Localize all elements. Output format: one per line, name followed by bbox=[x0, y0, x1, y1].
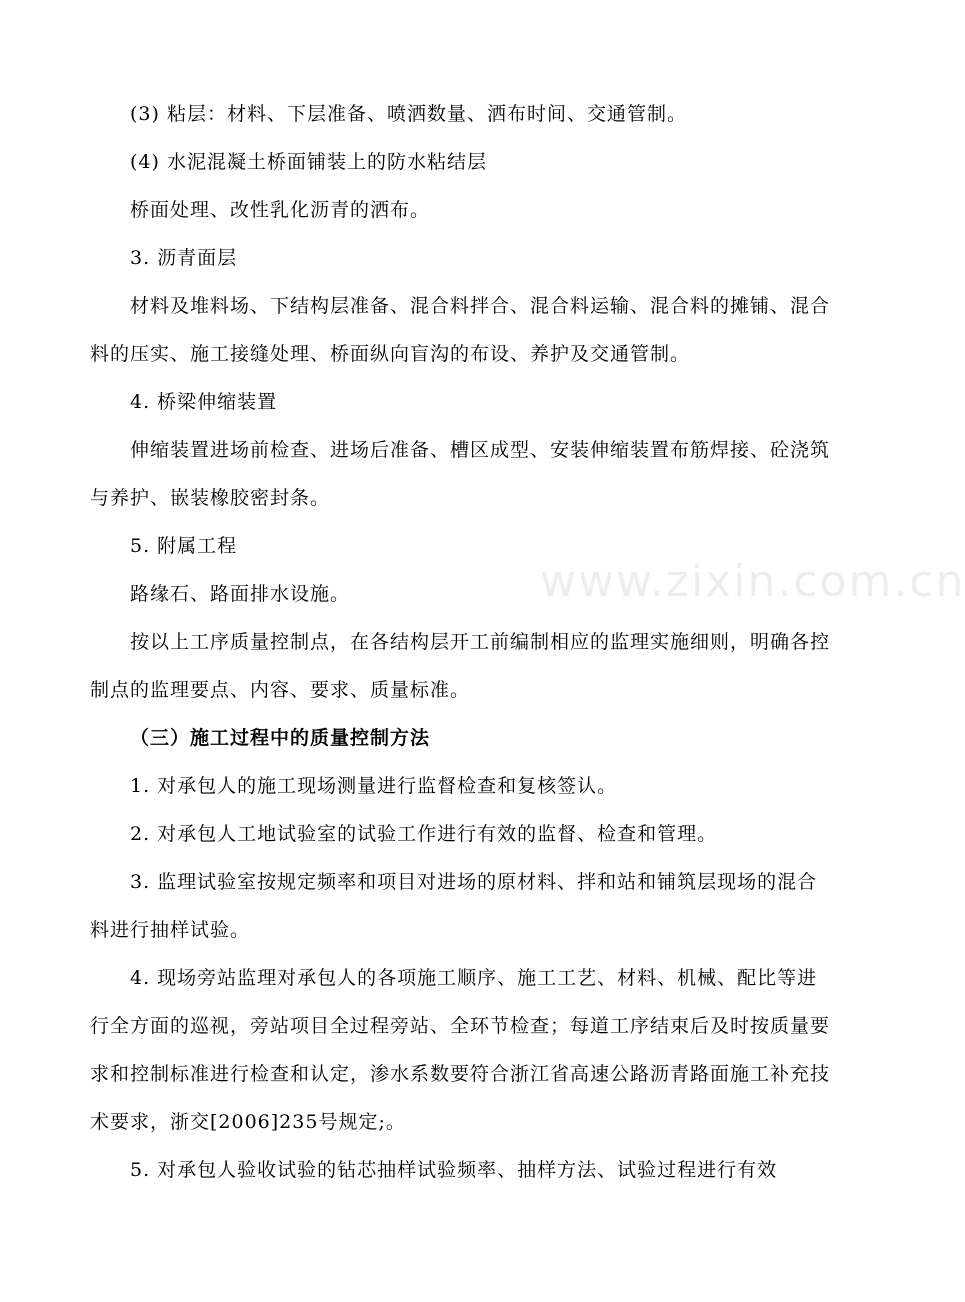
paragraph-expansion-joint-heading: 4. 桥梁伸缩装置 bbox=[130, 391, 278, 413]
paragraph-deck-treatment: 桥面处理、改性乳化沥青的洒布。 bbox=[130, 199, 431, 221]
watermark: www.zixin.com.cn bbox=[540, 556, 965, 607]
paragraph-method-1: 1. 对承包人的施工现场测量进行监督检查和复核签认。 bbox=[130, 775, 618, 797]
paragraph-ancillary-works-items: 路缘石、路面排水设施。 bbox=[130, 583, 351, 605]
paragraph-asphalt-surface-heading: 3. 沥青面层 bbox=[130, 247, 238, 269]
paragraph-method-4: 4. 现场旁站监理对承包人的各项施工顺序、施工工艺、材料、机械、配比等进行全方面的巡视，旁站项目全过程旁站、全环节检查；每道工序结束后及时按质量要求和控制标准进行检查和认定，渗水系数要符合浙江省高速公路沥青路面施工补充技术要求，浙交[2006]235号规定;。 bbox=[90, 967, 831, 1133]
paragraph-ancillary-works-heading: 5. 附属工程 bbox=[130, 535, 238, 557]
paragraph-control-points-summary: 按以上工序质量控制点，在各结构层开工前编制相应的监理实施细则，明确各控制点的监理要点、内容、要求、质量标准。 bbox=[90, 631, 831, 701]
paragraph-waterproof-layer-heading: (4) 水泥混凝土桥面铺装上的防水粘结层 bbox=[130, 151, 487, 173]
paragraph-asphalt-surface-items: 材料及堆料场、下结构层准备、混合料拌合、混合料运输、混合料的摊铺、混合料的压实、施工接缝处理、桥面纵向盲沟的布设、养护及交通管制。 bbox=[90, 295, 831, 365]
paragraph-method-5: 5. 对承包人验收试验的钻芯抽样试验频率、抽样方法、试验过程进行有效 bbox=[130, 1159, 778, 1181]
document-body bbox=[90, 90, 834, 1194]
paragraph-expansion-joint-items: 伸缩装置进场前检查、进场后准备、槽区成型、安装伸缩装置布筋焊接、砼浇筑与养护、嵌装橡胶密封条。 bbox=[90, 439, 831, 509]
section-heading-quality-control-methods: （三）施工过程中的质量控制方法 bbox=[130, 727, 431, 749]
paragraph-method-3: 3. 监理试验室按规定频率和项目对进场的原材料、拌和站和铺筑层现场的混合料进行抽样试验。 bbox=[90, 871, 818, 941]
paragraph-method-2: 2. 对承包人工地试验室的试验工作进行有效的监督、检查和管理。 bbox=[130, 823, 718, 845]
paragraph-tack-coat: (3) 粘层：材料、下层准备、喷洒数量、洒布时间、交通管制。 bbox=[130, 103, 687, 125]
